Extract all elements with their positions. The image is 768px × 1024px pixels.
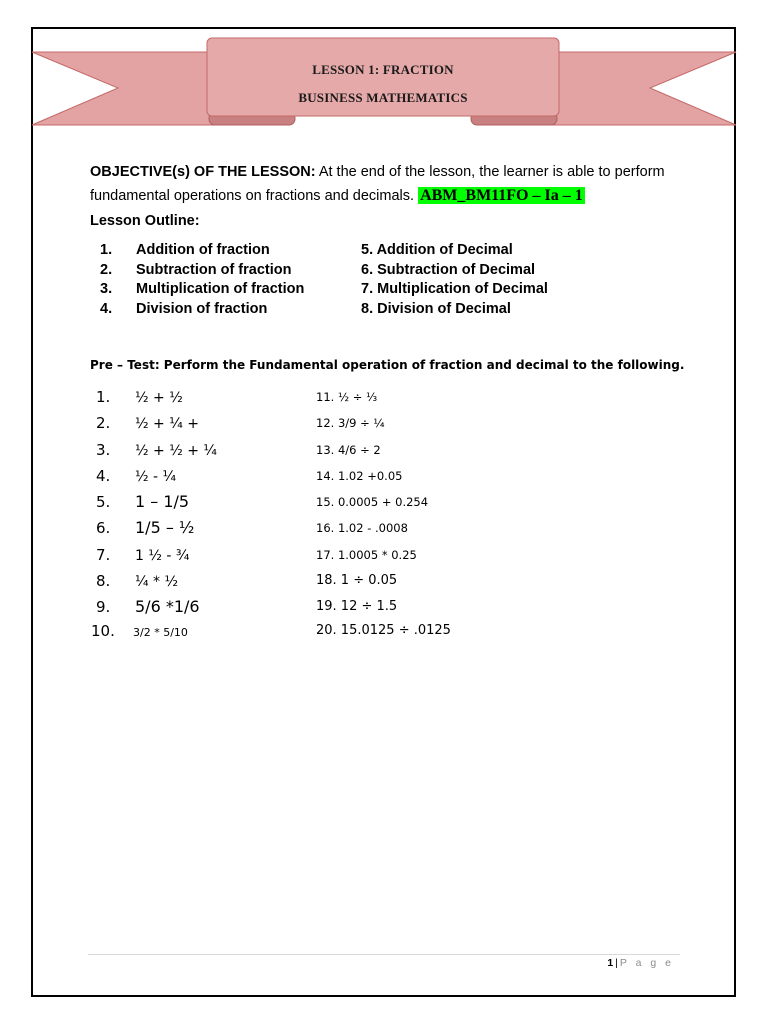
pretest-item-expression: ½ + ½ + ¼ [135, 442, 217, 459]
pretest-item-expression: 3/2 * 5/10 [133, 625, 188, 639]
lesson-title: LESSON 1: FRACTION [312, 62, 454, 77]
pretest-left-column [91, 384, 217, 641]
outline-item-text: Division of fraction [136, 301, 268, 318]
pretest-item-number: 10. [91, 621, 115, 640]
footer-separator: | [615, 957, 618, 969]
pretest-right-column [316, 384, 451, 641]
pretest-item [96, 515, 217, 541]
outline-item: 7. Multiplication of Decimal [361, 281, 548, 298]
ribbon-left-tail [32, 52, 232, 125]
pretest-item-expression: 1 – 1/5 [135, 492, 190, 512]
pretest-item: 16. 1.02 - .0008 [316, 521, 408, 536]
outline-right-column [361, 241, 548, 320]
pretest-item: 12. 3/9 ÷ ¼ [316, 416, 385, 431]
pretest-item-number: 4. [96, 466, 111, 485]
outline-item [100, 280, 304, 300]
pretest-item-number: 3. [96, 440, 111, 459]
pretest-item [96, 542, 217, 568]
pretest-item-number: 6. [96, 519, 111, 538]
pretest-item-number: 2. [96, 414, 111, 433]
competency-code: ABM_BM11FO – Ia – 1 [420, 187, 583, 204]
pretest-item [96, 489, 217, 515]
outline-item: 6. Subtraction of Decimal [361, 261, 536, 278]
pretest-title: Pre – Test: Perform the Fundamental operation of fraction and decimal to the following. [90, 358, 685, 372]
outline-item-text: Addition of fraction [136, 242, 270, 258]
pretest-item: 19. 12 ÷ 1.5 [316, 599, 398, 615]
pretest-item-number: 9. [96, 598, 111, 617]
pretest-item-number: 5. [96, 493, 111, 512]
outline-left-column [100, 241, 304, 320]
pretest-item-number: 1. [96, 388, 111, 406]
page-label: P a g e [619, 957, 674, 969]
pretest-item [91, 621, 217, 641]
ribbon-right-tail [534, 52, 736, 125]
pretest-item: 11. ½ ÷ ⅓ [316, 390, 378, 404]
pretest-item: 20. 15.0125 ÷ .0125 [316, 622, 451, 638]
pretest-item-expression: 1/5 – ½ [135, 518, 195, 538]
pretest-item: 13. 4/6 ÷ 2 [316, 442, 381, 457]
pretest-item-expression: ½ - ¼ [135, 468, 177, 485]
pretest-item-number: 7. [96, 545, 111, 564]
objective-label: OBJECTIVE(s) OF THE LESSON: [90, 164, 316, 180]
outline-item-number: 1. [100, 242, 113, 258]
pretest-item [96, 384, 217, 410]
outline-item [100, 261, 304, 281]
objective-paragraph [90, 160, 690, 208]
pretest-item-number: 8. [96, 572, 111, 591]
pretest-item [96, 410, 217, 436]
pretest-item: 17. 1.0005 * 0.25 [316, 547, 417, 562]
page-number: 1 [607, 957, 614, 969]
subject-title: BUSINESS MATHEMATICS [298, 90, 468, 105]
pretest-item: 18. 1 ÷ 0.05 [316, 573, 398, 589]
footer-divider [88, 954, 680, 955]
pretest-item [96, 463, 217, 489]
pretest-item-expression: 5/6 *1/6 [135, 597, 200, 617]
pretest-item [96, 594, 217, 620]
objective-text: At the end of the lesson, the learner is able to perform fundamental operations on fractions and decimals. [90, 164, 665, 204]
outline-item-text: Subtraction of fraction [136, 261, 292, 278]
pretest-item-expression: ¼ * ½ [135, 574, 179, 591]
outline-item [100, 300, 304, 320]
outline-item [100, 241, 304, 261]
pretest-item-expression: ½ + ¼ + [135, 416, 199, 433]
outline-item: 5. Addition of Decimal [361, 242, 513, 258]
pretest-item [96, 437, 217, 463]
outline-title: Lesson Outline: [90, 213, 200, 229]
page-footer [607, 957, 674, 969]
outline-item-text: Multiplication of fraction [136, 281, 305, 298]
outline-item-number: 4. [100, 301, 113, 318]
pretest-item-expression: 1 ½ - ¾ [135, 547, 190, 564]
pretest-item: 14. 1.02 +0.05 [316, 468, 403, 483]
outline-item: 8. Division of Decimal [361, 301, 511, 318]
outline-item-number: 2. [100, 261, 113, 278]
pretest-item [96, 568, 217, 594]
outline-item-number: 3. [100, 281, 113, 298]
pretest-item-expression: ½ + ½ [135, 390, 183, 406]
pretest-item: 15. 0.0005 + 0.254 [316, 495, 429, 510]
